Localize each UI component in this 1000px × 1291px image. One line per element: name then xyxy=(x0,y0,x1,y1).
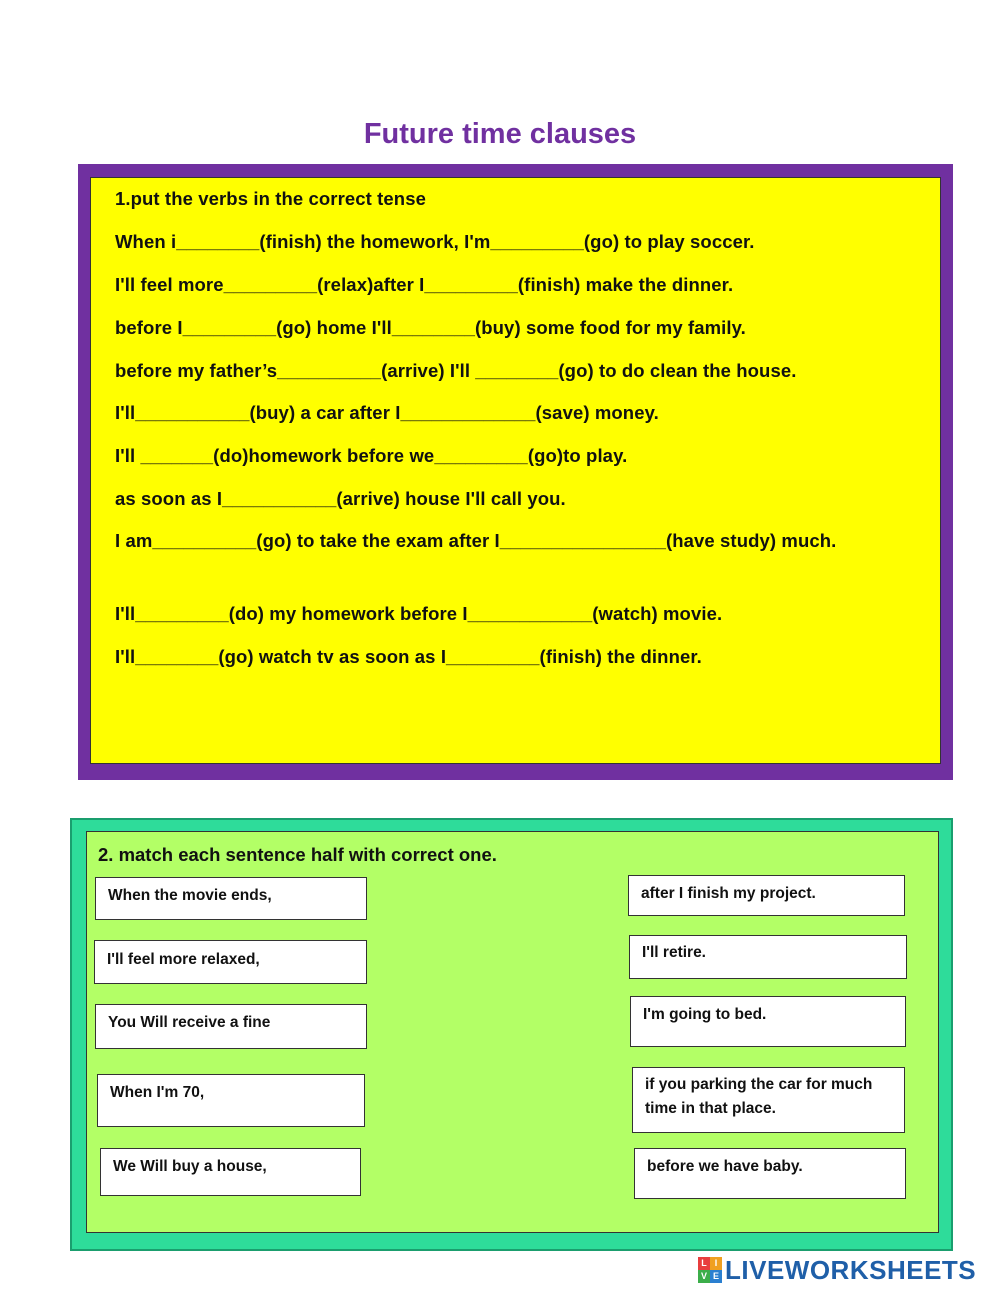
exercise-1-heading: 1.put the verbs in the correct tense xyxy=(115,188,426,209)
match-right-5[interactable]: before we have baby. xyxy=(634,1148,906,1199)
match-right-1[interactable]: after I finish my project. xyxy=(628,875,905,916)
exercise-2-heading: 2. match each sentence half with correct one. xyxy=(98,844,497,865)
sentence-6: I'll _______(do)homework before we_________(go)to play. xyxy=(115,445,628,466)
match-left-4[interactable]: When I'm 70, xyxy=(97,1074,365,1127)
sentence-7: as soon as I___________(arrive) house I'll call you. xyxy=(115,488,566,509)
page-title: Future time clauses xyxy=(363,118,637,150)
sentence-8: I am__________(go) to take the exam after I________________(have study) much. xyxy=(115,530,837,551)
logo-letter-e: E xyxy=(710,1270,722,1283)
exercise-1-panel xyxy=(90,177,941,764)
logo-blocks-icon xyxy=(698,1257,722,1283)
match-right-3[interactable]: I'm going to bed. xyxy=(630,996,906,1047)
match-left-5[interactable]: We Will buy a house, xyxy=(100,1148,361,1196)
logo-text: LIVEWORKSHEETS xyxy=(725,1254,977,1285)
match-right-2[interactable]: I'll retire. xyxy=(629,935,907,979)
sentence-5: I'll___________(buy) a car after I_____________(save) money. xyxy=(115,402,659,423)
exercise-1-frame xyxy=(78,164,953,780)
match-left-2[interactable]: I'll feel more relaxed, xyxy=(94,940,367,984)
sentence-9: I'll_________(do) my homework before I____________(watch) movie. xyxy=(115,603,723,624)
logo-letter-i: I xyxy=(710,1257,722,1270)
sentence-4: before my father’s__________(arrive) I'll ________(go) to do clean the house. xyxy=(115,360,797,381)
sentence-10: I'll________(go) watch tv as soon as I_________(finish) the dinner. xyxy=(115,646,702,667)
sentence-1: When i________(finish) the homework, I'm_________(go) to play soccer. xyxy=(115,231,755,252)
match-left-1[interactable]: When the movie ends, xyxy=(95,877,367,920)
logo-letter-v: V xyxy=(698,1270,710,1283)
match-right-4[interactable]: if you parking the car for much time in that place. xyxy=(632,1067,905,1133)
sentence-3: before I_________(go) home I'll________(buy) some food for my family. xyxy=(115,317,746,338)
logo-letter-l: L xyxy=(698,1257,710,1270)
liveworksheets-logo xyxy=(698,1256,976,1284)
sentence-2: I'll feel more_________(relax)after I_________(finish) make the dinner. xyxy=(115,274,734,295)
match-left-3[interactable]: You Will receive a fine xyxy=(95,1004,367,1049)
